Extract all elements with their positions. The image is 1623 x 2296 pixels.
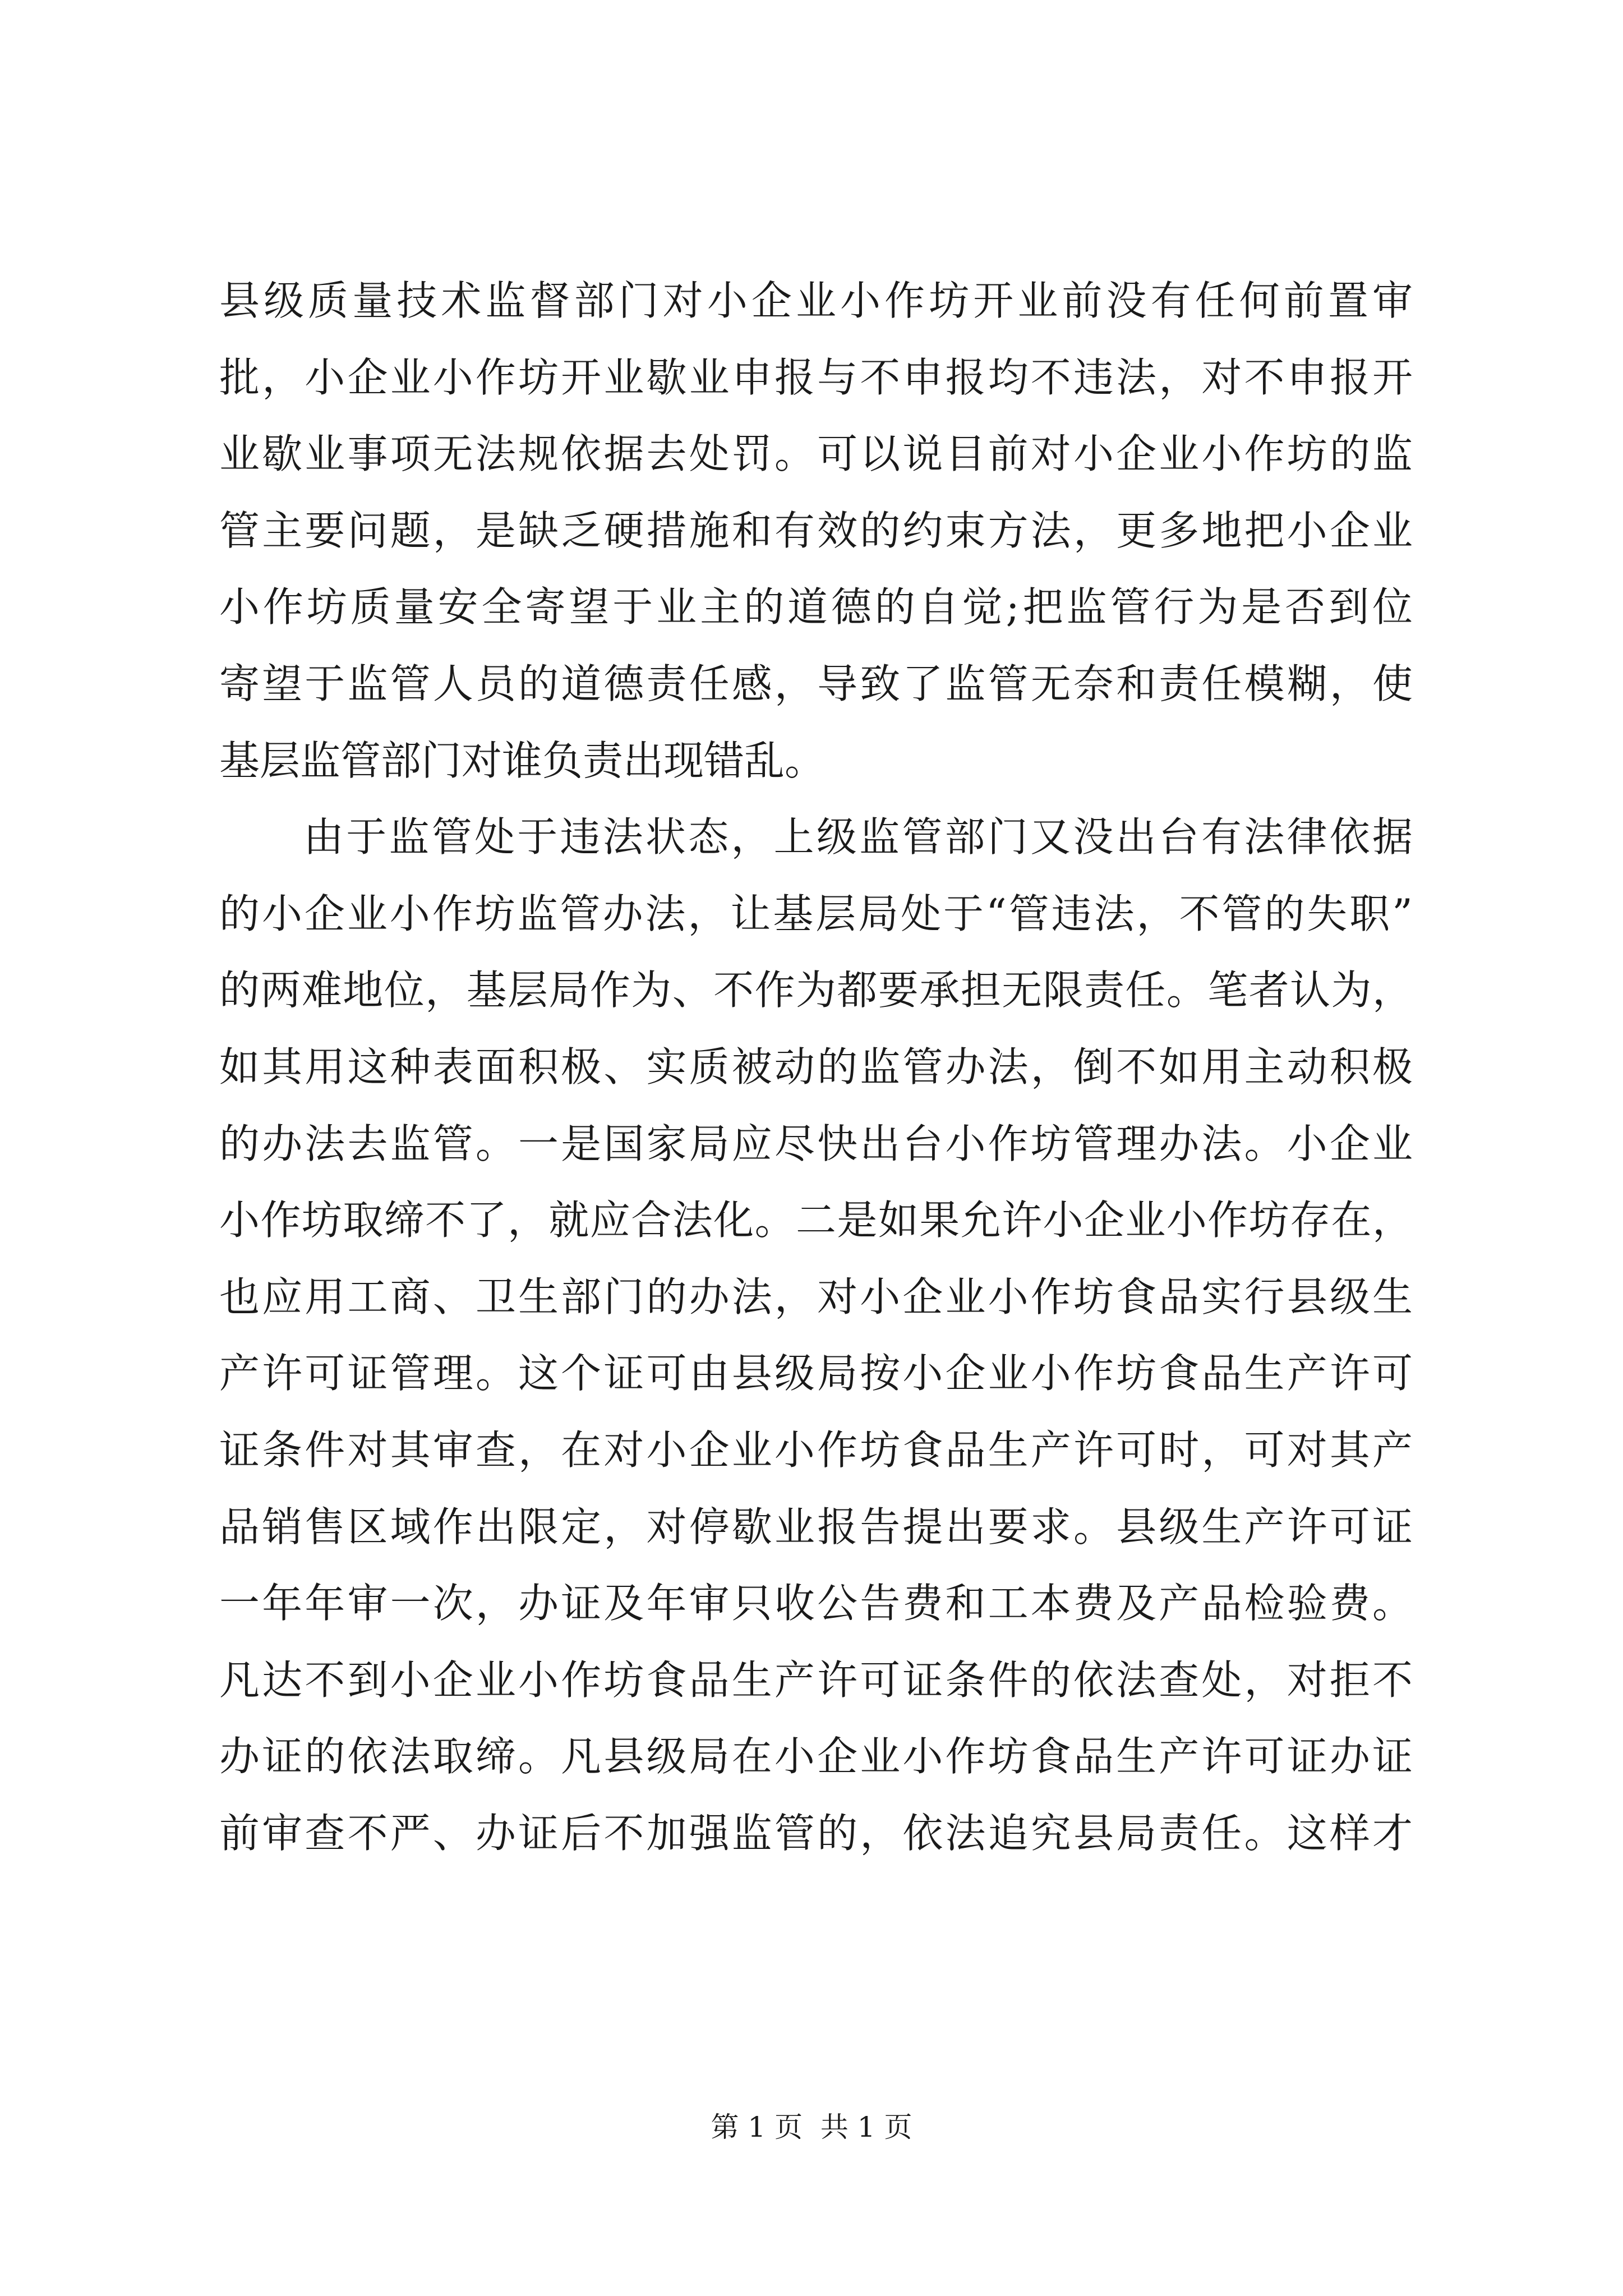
paragraph-2-line-10: 品销售区域作出限定，对停歇业报告提出要求。县级生产许可证 [219, 1503, 1413, 1550]
paragraph-2-line-5: 的办法去监管。一是国家局应尽快出台小作坊管理办法。小企业 [219, 1120, 1413, 1167]
paragraph-2-line-3: 的两难地位，基层局作为、不作为都要承担无限责任。笔者认为， [219, 967, 1413, 1014]
page-footer: 第 1 页 共 1 页 [711, 2111, 912, 2143]
paragraph-1-line-3: 业歇业事项无法规依据去处罚。可以说目前对小企业小作坊的监 [219, 430, 1413, 478]
paragraph-1-line-4: 管主要问题，是缺乏硬措施和有效的约束方法，更多地把小企业 [219, 507, 1413, 554]
paragraph-1-line-5: 小作坊质量安全寄望于业主的道德的自觉;把监管行为是否到位 [219, 583, 1413, 631]
paragraph-2-line-8: 产许可证管理。这个证可由县级局按小企业小作坊食品生产许可 [219, 1350, 1413, 1397]
paragraph-2-line-13: 办证的依法取缔。凡县级局在小企业小作坊食品生产许可证办证 [219, 1733, 1413, 1780]
paragraph-1-line-1: 县级质量技术监督部门对小企业小作坊开业前没有任何前置审 [219, 277, 1413, 324]
paragraph-2-line-4: 如其用这种表面积极、实质被动的监管办法，倒不如用主动积极 [219, 1043, 1413, 1091]
paragraph-2-line-2: 的小企业小作坊监管办法，让基层局处于“管违法，不管的失职” [219, 890, 1413, 937]
paragraph-2-line-1: 由于监管处于违法状态，上级监管部门又没出台有法律依据 [303, 813, 1413, 861]
paragraph-2-line-14: 前审查不严、办证后不加强监管的，依法追究县局责任。这样才 [219, 1809, 1413, 1857]
paragraph-2-line-11: 一年年审一次，办证及年审只收公告费和工本费及产品检验费。 [219, 1580, 1413, 1627]
paragraph-2-line-6: 小作坊取缔不了，就应合法化。二是如果允许小企业小作坊存在， [219, 1197, 1413, 1244]
paragraph-1-line-6: 寄望于监管人员的道德责任感，导致了监管无奈和责任模糊，使 [219, 660, 1413, 707]
document-body [219, 263, 1413, 1871]
paragraph-2-line-7: 也应用工商、卫生部门的办法，对小企业小作坊食品实行县级生 [219, 1273, 1413, 1320]
paragraph-2-line-9: 证条件对其审查，在对小企业小作坊食品生产许可时，可对其产 [219, 1426, 1413, 1474]
paragraph-2-line-12: 凡达不到小企业小作坊食品生产许可证条件的依法查处，对拒不 [219, 1656, 1413, 1704]
paragraph-1-line-2: 批，小企业小作坊开业歇业申报与不申报均不违法，对不申报开 [219, 353, 1413, 401]
paragraph-1-line-7: 基层监管部门对谁负责出现错乱。 [219, 737, 826, 784]
